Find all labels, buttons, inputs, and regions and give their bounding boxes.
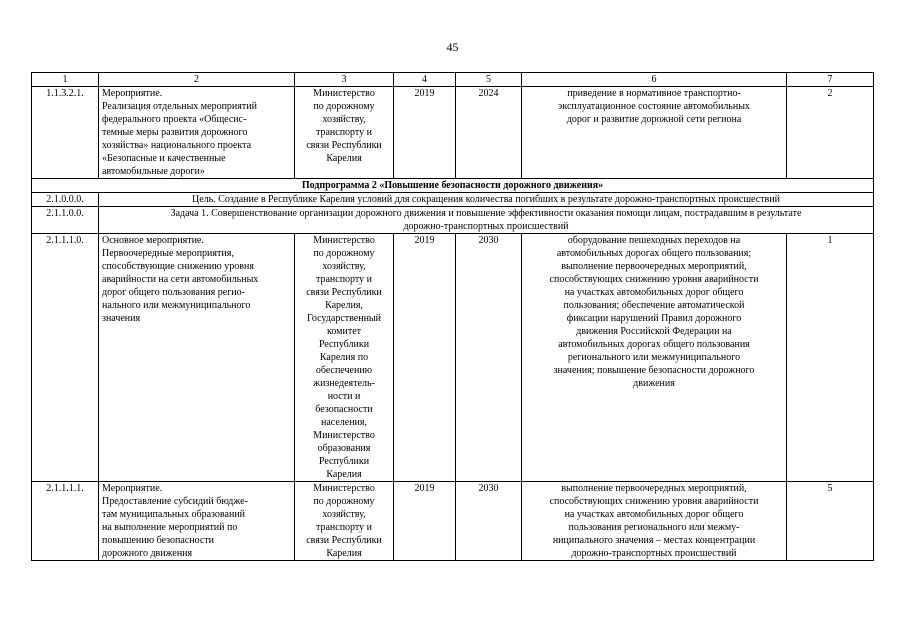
row-start-year: 2019 [394,482,456,561]
task-row [32,207,874,234]
goal-code: 2.1.0.0.0. [32,193,99,207]
header-cell: 7 [787,73,874,87]
row-executor: Министерство по дорожному хозяйству, транспорту и связи Республики Карелия, Государственный комитет Республики Карелия по обеспечению жизнедеятель- ности и безопасности населения, Министерство образования Республики Карелия [295,234,394,482]
table-row [32,87,874,179]
row-code: 2.1.1.1.0. [32,234,99,482]
row-name: Мероприятие. Предоставление субсидий бюдже- там муниципальных образований на выполнение мероприятий по повышению безопасности дорожного движения [99,482,295,561]
row-start-year: 2019 [394,87,456,179]
goal-row [32,193,874,207]
row-start-year: 2019 [394,234,456,482]
program-table [31,72,874,561]
row-result: приведение в нормативное транспортно- эксплуатационное состояние автомобильных дорог и развитие дорожной сети региона [522,87,787,179]
header-cell: 3 [295,73,394,87]
row-end-year: 2024 [456,87,522,179]
task-code: 2.1.1.0.0. [32,207,99,234]
row-executor: Министерство по дорожному хозяйству, транспорту и связи Республики Карелия [295,482,394,561]
row-end-year: 2030 [456,234,522,482]
subprogram-title: Подпрограмма 2 «Повышение безопасности дорожного движения» [32,179,874,193]
row-indicator: 1 [787,234,874,482]
header-cell: 1 [32,73,99,87]
header-cell: 6 [522,73,787,87]
row-code: 1.1.3.2.1. [32,87,99,179]
row-executor: Министерство по дорожному хозяйству, транспорту и связи Республики Карелия [295,87,394,179]
header-cell: 4 [394,73,456,87]
row-indicator: 5 [787,482,874,561]
row-result: выполнение первоочередных мероприятий, способствующих снижению уровня аварийности на участках автомобильных дорог общего пользования регионального или межму- ниципального значения – местах концентрации дорожно-транспортных происшествий [522,482,787,561]
task-text: Задача 1. Совершенствование организации дорожного движения и повышение эффективности оказания помощи лицам, пострадавшим в результате дорожно-транспортных происшествий [99,207,874,234]
table-row [32,234,874,482]
row-indicator: 2 [787,87,874,179]
row-end-year: 2030 [456,482,522,561]
row-code: 2.1.1.1.1. [32,482,99,561]
header-cell: 5 [456,73,522,87]
table-header-row [32,73,874,87]
row-name: Мероприятие. Реализация отдельных мероприятий федерального проекта «Общесис- темные меры развития дорожного хозяйства» национального проекта «Безопасные и качественные автомобильные дороги» [99,87,295,179]
header-cell: 2 [99,73,295,87]
page-number: 45 [446,40,459,54]
row-result: оборудование пешеходных переходов на автомобильных дорогах общего пользования; выполнение первоочередных мероприятий, способствующих снижению уровня аварийности на участках автомобильных дорог общего пользования; обеспечение автоматической фиксации нарушений Правил дорожного движения Российской Федерации на автомобильных дорогах общего пользования регионального или межмуниципального значения; повышение безопасности дорожного движения [522,234,787,482]
table-row [32,482,874,561]
goal-text: Цель. Создание в Республике Карелия условий для сокращения количества погибших в результате дорожно-транспортных происшествий [99,193,874,207]
section-row [32,179,874,193]
row-name: Основное мероприятие. Первоочередные мероприятия, способствующие снижению уровня аварийности на сети автомобильных дорог общего пользования регио- нального или межмуниципального значения [99,234,295,482]
